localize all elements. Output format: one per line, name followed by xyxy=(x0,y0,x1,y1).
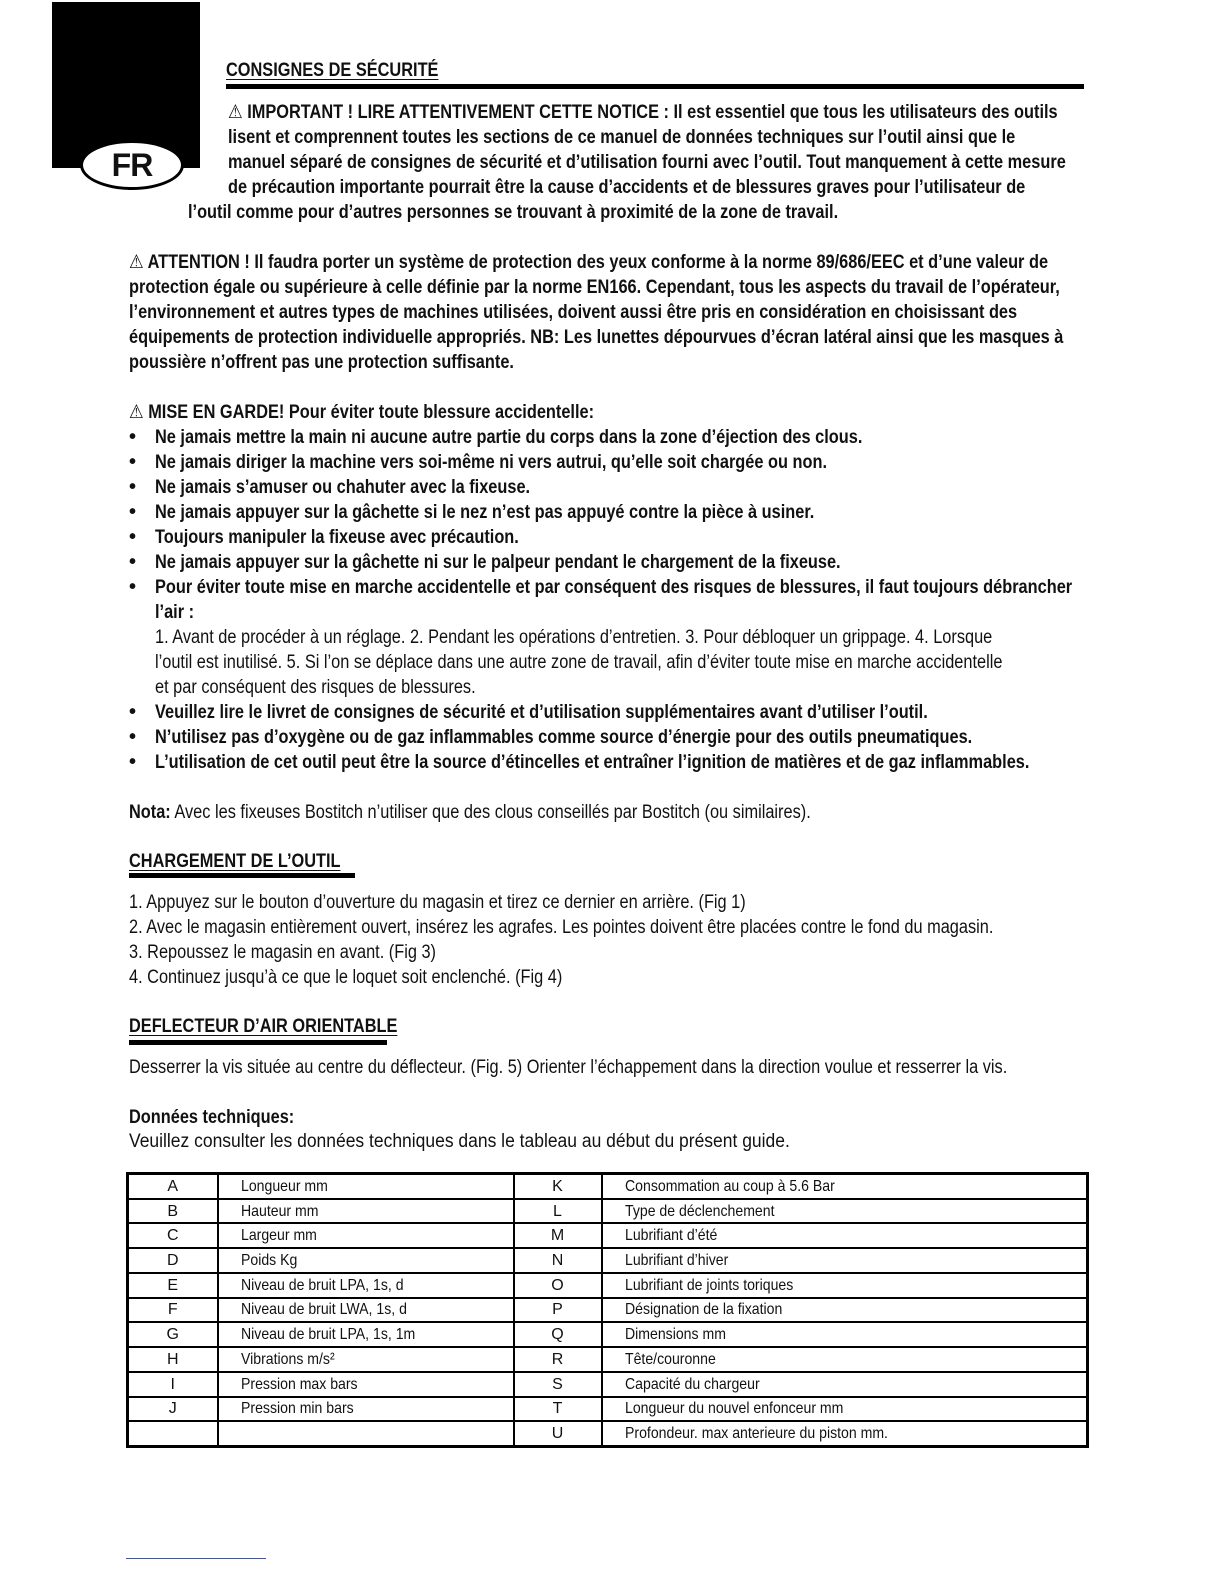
bullet-dot: • xyxy=(129,526,137,548)
bullet-dot: • xyxy=(129,476,137,498)
spec-code-cell xyxy=(128,1372,218,1397)
attention-line-2: protection égale ou supérieure à celle définie par la norme EN166. Cependant, tous les aspects du travail de l’opérateur, xyxy=(129,277,1060,298)
spec-desc-cell-text: Largeur mm xyxy=(240,1227,317,1245)
spec-code-cell-text: F xyxy=(167,1301,178,1319)
language-badge: FR xyxy=(80,140,184,190)
spec-code-cell xyxy=(128,1273,218,1298)
bullet-dot: • xyxy=(129,576,137,598)
spec-desc-cell xyxy=(602,1298,1088,1323)
spec-code-cell-text: U xyxy=(551,1425,564,1443)
important-line-3: manuel séparé de consignes de sécurité et d’utilisation fourni avec l’outil. Tout manquement à cette mesure xyxy=(228,152,1066,173)
spec-desc-cell xyxy=(602,1174,1088,1199)
spec-desc-cell xyxy=(602,1248,1088,1273)
spec-code-cell xyxy=(514,1421,602,1446)
attention-line-5: poussière n’offrent pas une protection suffisante. xyxy=(129,352,514,373)
spec-code-cell-text: E xyxy=(167,1276,179,1294)
bullet-dot: • xyxy=(129,726,137,748)
bullet-dot: • xyxy=(129,701,137,723)
spec-table-row xyxy=(128,1298,1088,1323)
spec-desc-cell xyxy=(218,1298,514,1323)
spec-code-cell-text: L xyxy=(553,1202,562,1220)
spec-desc-cell xyxy=(602,1199,1088,1224)
loading-step: 2. Avec le magasin entièrement ouvert, insérez les agrafes. Les pointes doivent être placées contre le fond du magasin. xyxy=(129,917,994,938)
bullet-item: L’utilisation de cet outil peut être la source d’étincelles et entraîner l’ignition de matières et de gaz inflammables. xyxy=(155,752,1030,773)
spec-code-cell-text: S xyxy=(552,1375,563,1393)
spec-table-row xyxy=(128,1174,1088,1199)
safety-heading: CONSIGNES DE SÉCURITÉ xyxy=(226,60,439,81)
spec-desc-cell-text: Lubrifiant d’hiver xyxy=(624,1252,728,1270)
bullet-item: Ne jamais appuyer sur la gâchette si le nez n’est pas appuyé contre la pièce à usiner. xyxy=(155,502,815,523)
spec-table-row xyxy=(128,1372,1088,1397)
bullet-item-continuation: l’air : xyxy=(155,602,195,623)
spec-code-cell xyxy=(128,1322,218,1347)
spec-code-cell xyxy=(514,1397,602,1422)
spec-code-cell xyxy=(514,1372,602,1397)
spec-code-cell xyxy=(128,1298,218,1323)
spec-desc-cell-text: Dimensions mm xyxy=(624,1326,726,1344)
loading-heading-rule xyxy=(129,873,355,878)
spec-code-cell-text: P xyxy=(552,1301,563,1319)
spec-code-cell-text: O xyxy=(551,1276,564,1294)
spec-code-cell-text: G xyxy=(166,1326,179,1344)
spec-table-row xyxy=(128,1421,1088,1446)
bullet-dot: • xyxy=(129,751,137,773)
air-steps-line-3: et par conséquent des risques de blessures. xyxy=(155,677,476,698)
spec-desc-cell-text: Type de déclenchement xyxy=(624,1202,775,1220)
bullet-item: Ne jamais s’amuser ou chahuter avec la fixeuse. xyxy=(155,477,531,498)
loading-step: 4. Continuez jusqu’à ce que le loquet soit enclenché. (Fig 4) xyxy=(129,967,563,988)
spec-code-cell xyxy=(514,1298,602,1323)
spec-table-row xyxy=(128,1248,1088,1273)
deflector-heading-rule xyxy=(129,1040,387,1045)
spec-desc-cell xyxy=(218,1397,514,1422)
spec-desc-cell-text: Tête/couronne xyxy=(624,1350,716,1368)
bullet-item: Toujours manipuler la fixeuse avec précaution. xyxy=(155,527,519,548)
important-line-4: de précaution importante pourrait être la cause d’accidents et de blessures graves pour l’utilisateur de xyxy=(228,177,1026,198)
spec-code-cell-text: K xyxy=(552,1177,563,1195)
spec-code-cell-text: J xyxy=(168,1400,177,1418)
spec-desc-cell-text: Pression max bars xyxy=(240,1375,358,1393)
spec-code-cell xyxy=(514,1347,602,1372)
spec-desc-cell-text: Niveau de bruit LWA, 1s, d xyxy=(240,1301,407,1319)
deflector-text: Desserrer la vis située au centre du déflecteur. (Fig. 5) Orienter l’échappement dans la direction voulue et resserrer la vis. xyxy=(129,1057,1008,1078)
spec-desc-cell xyxy=(602,1322,1088,1347)
spec-desc-cell-text: Longueur du nouvel enfonceur mm xyxy=(624,1400,843,1418)
bullet-item: Pour éviter toute mise en marche accidentelle et par conséquent des risques de blessures, il faut toujours débrancher xyxy=(155,577,1073,598)
spec-desc-cell-text: Pression min bars xyxy=(240,1400,354,1418)
spec-desc-cell-text: Profondeur. max anterieure du piston mm. xyxy=(624,1425,888,1443)
footer-link-underline xyxy=(126,1558,266,1559)
bullet-dot: • xyxy=(129,551,137,573)
loading-heading: CHARGEMENT DE L’OUTIL xyxy=(129,851,341,872)
bullet-dot: • xyxy=(129,501,137,523)
loading-step: 1. Appuyez sur le bouton d’ouverture du magasin et tirez ce dernier en arrière. (Fig 1) xyxy=(129,892,746,913)
spec-table-row xyxy=(128,1199,1088,1224)
bullet-item: Ne jamais diriger la machine vers soi-même ni vers autrui, qu’elle soit chargée ou non. xyxy=(155,452,827,473)
spec-desc-cell xyxy=(218,1347,514,1372)
spec-table xyxy=(126,1172,1089,1448)
spec-desc-cell-text: Longueur mm xyxy=(240,1177,328,1195)
spec-desc-cell-text: Lubrifiant d’été xyxy=(624,1227,717,1245)
spec-desc-cell xyxy=(218,1372,514,1397)
spec-code-cell xyxy=(128,1174,218,1199)
spec-code-cell xyxy=(514,1273,602,1298)
nota-line xyxy=(129,800,811,825)
spec-code-cell xyxy=(514,1322,602,1347)
air-steps-line-2: l’outil est inutilisé. 5. Si l’on se déplace dans une autre zone de travail, afin d’éviter toute mise en marche accidentelle xyxy=(155,652,1003,673)
attention-line-1: ⚠ ATTENTION ! Il faudra porter un système de protection des yeux conforme à la norme 89/686/EEC et d’une valeur de xyxy=(129,252,1049,273)
spec-desc-cell-text: Hauteur mm xyxy=(240,1202,318,1220)
spec-desc-cell xyxy=(602,1421,1088,1446)
spec-desc-cell xyxy=(602,1397,1088,1422)
spec-table-row xyxy=(128,1397,1088,1422)
spec-desc-cell-text: Capacité du chargeur xyxy=(624,1375,760,1393)
attention-line-3: l’environnement et autres types de machines utilisées, doivent aussi être pris en considération en choisissant des xyxy=(129,302,1018,323)
spec-table-row xyxy=(128,1347,1088,1372)
bullet-dot: • xyxy=(129,426,137,448)
spec-desc-cell xyxy=(602,1372,1088,1397)
spec-desc-cell-text: Vibrations m/s² xyxy=(240,1350,335,1368)
spec-code-cell xyxy=(128,1347,218,1372)
spec-desc-cell xyxy=(602,1273,1088,1298)
spec-desc-cell xyxy=(218,1248,514,1273)
bullet-item: Veuillez lire le livret de consignes de sécurité et d’utilisation supplémentaires avant d’utiliser l’outil. xyxy=(155,702,928,723)
deflector-heading: DEFLECTEUR D’AIR ORIENTABLE xyxy=(129,1016,398,1037)
spec-code-cell xyxy=(514,1174,602,1199)
spec-desc-cell xyxy=(218,1199,514,1224)
spec-desc-cell-text: Niveau de bruit LPA, 1s, 1m xyxy=(240,1326,415,1344)
spec-desc-cell xyxy=(218,1421,514,1446)
spec-code-cell xyxy=(514,1223,602,1248)
tech-text: Veuillez consulter les données techniques dans le tableau au début du présent guide. xyxy=(129,1131,790,1152)
spec-desc-cell xyxy=(602,1223,1088,1248)
spec-code-cell-text: H xyxy=(166,1350,179,1368)
bullet-item: Ne jamais appuyer sur la gâchette ni sur le palpeur pendant le chargement de la fixeuse. xyxy=(155,552,841,573)
spec-table-row xyxy=(128,1223,1088,1248)
spec-code-cell xyxy=(128,1199,218,1224)
spec-desc-cell xyxy=(218,1223,514,1248)
spec-code-cell xyxy=(128,1248,218,1273)
spec-desc-cell-text: Consommation au coup à 5.6 Bar xyxy=(624,1177,835,1195)
spec-code-cell xyxy=(128,1223,218,1248)
tech-title: Données techniques: xyxy=(129,1107,295,1128)
important-line-1: ⚠ IMPORTANT ! LIRE ATTENTIVEMENT CETTE NOTICE : Il est essentiel que tous les utilisateurs des outils xyxy=(228,102,1058,123)
spec-code-cell-text: I xyxy=(170,1375,175,1393)
nota-label: Nota: xyxy=(129,802,171,823)
spec-code-cell-text: R xyxy=(551,1350,564,1368)
spec-code-cell xyxy=(514,1248,602,1273)
spec-desc-cell xyxy=(602,1347,1088,1372)
loading-step: 3. Repoussez le magasin en avant. (Fig 3) xyxy=(129,942,436,963)
air-steps-line-1: 1. Avant de procéder à un réglage. 2. Pendant les opérations d’entretien. 3. Pour débloquer un grippage. 4. Lorsque xyxy=(155,627,993,648)
spec-desc-cell-text: Niveau de bruit LPA, 1s, d xyxy=(240,1276,404,1294)
spec-desc-cell xyxy=(218,1174,514,1199)
bullet-item: N’utilisez pas d’oxygène ou de gaz inflammables comme source d’énergie pour des outils pneumatiques. xyxy=(155,727,973,748)
spec-desc-cell xyxy=(218,1322,514,1347)
spec-code-cell-text: C xyxy=(166,1227,179,1245)
spec-desc-cell xyxy=(218,1273,514,1298)
spec-desc-cell-text: Désignation de la fixation xyxy=(624,1301,782,1319)
spec-table-row xyxy=(128,1273,1088,1298)
spec-code-cell-text: B xyxy=(167,1202,179,1220)
spec-desc-cell-text: Lubrifiant de joints toriques xyxy=(624,1276,793,1294)
spec-code-cell-text: Q xyxy=(551,1326,564,1344)
spec-code-cell-text: T xyxy=(552,1400,563,1418)
important-line-5: l’outil comme pour d’autres personnes se trouvant à proximité de la zone de travail. xyxy=(188,202,839,223)
spec-code-cell-text: M xyxy=(550,1227,565,1245)
spec-code-cell xyxy=(128,1397,218,1422)
spec-code-cell xyxy=(128,1421,218,1446)
spec-table-row xyxy=(128,1322,1088,1347)
bullet-item: Ne jamais mettre la main ni aucune autre partie du corps dans la zone d’éjection des clous. xyxy=(155,427,863,448)
warning-title: ⚠ MISE EN GARDE! Pour éviter toute blessure accidentelle: xyxy=(129,402,595,423)
important-line-2: lisent et comprennent toutes les sections de ce manuel de données techniques sur l’outil ainsi que le xyxy=(228,127,1016,148)
attention-line-4: équipements de protection individuelle appropriés. NB: Les lunettes dépourvues d’écran latéral ainsi que les masques à xyxy=(129,327,1064,348)
spec-code-cell-text: D xyxy=(166,1252,179,1270)
safety-heading-rule xyxy=(226,84,1084,89)
spec-code-cell-text: N xyxy=(551,1252,564,1270)
spec-desc-cell-text: Poids Kg xyxy=(240,1252,297,1270)
nota-text: Avec les fixeuses Bostitch n’utiliser que des clous conseillés par Bostitch (ou similaires). xyxy=(170,802,811,823)
spec-code-cell-text: A xyxy=(167,1177,179,1195)
spec-code-cell xyxy=(514,1199,602,1224)
bullet-dot: • xyxy=(129,451,137,473)
